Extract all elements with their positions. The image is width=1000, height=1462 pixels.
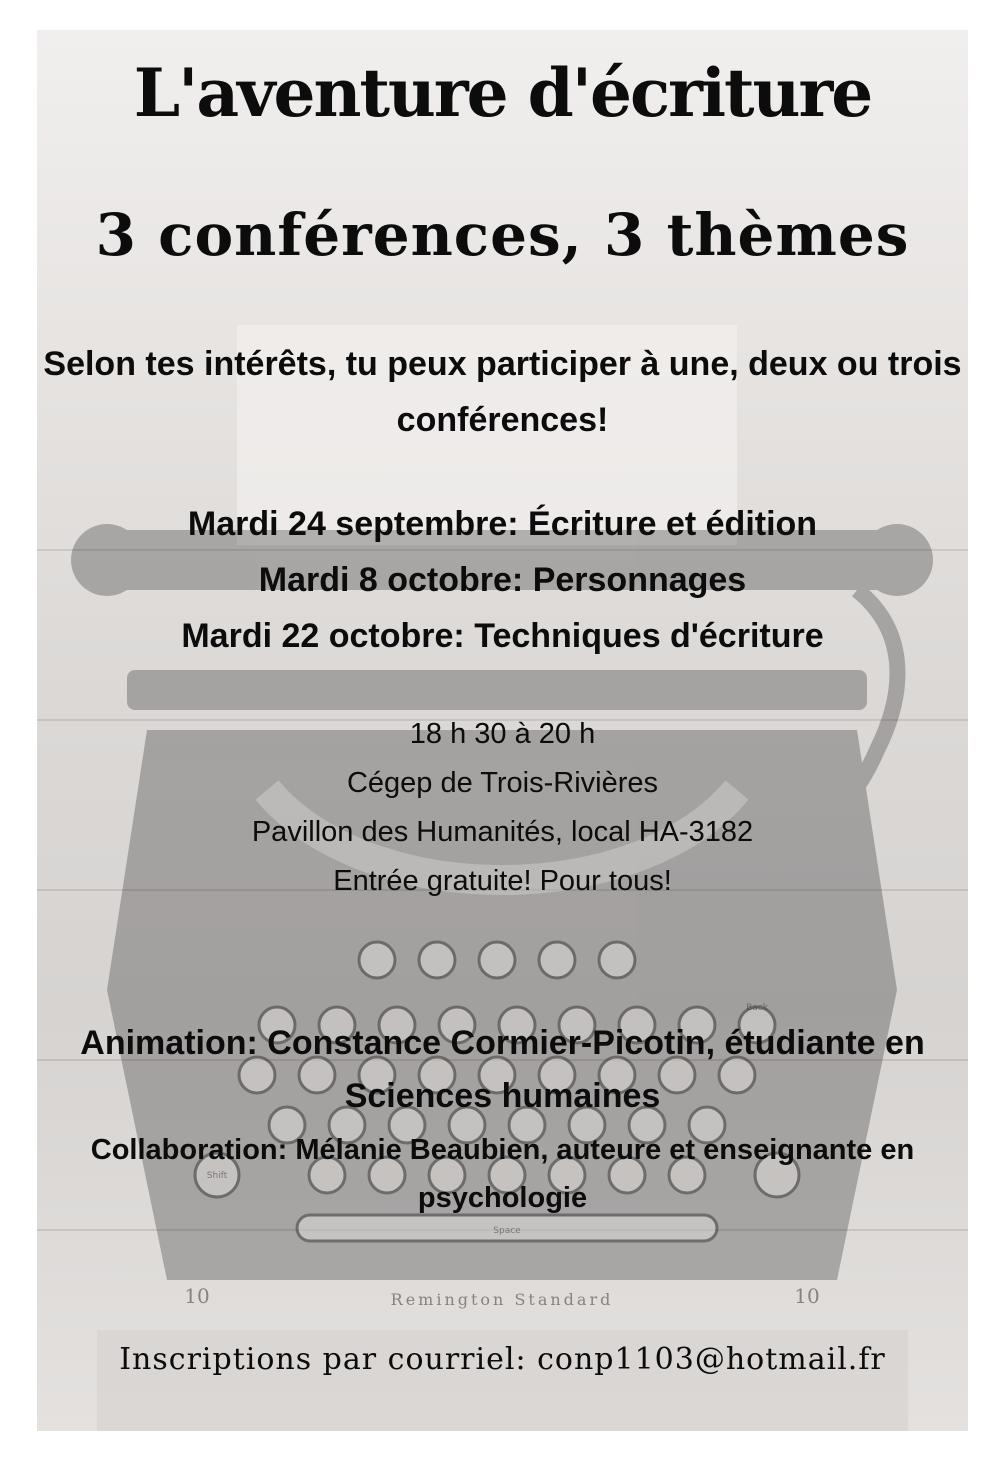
brand-plate: Remington Standard [390, 1290, 614, 1309]
schedule-item: Mardi 22 octobre: Techniques d'écriture [181, 617, 824, 655]
schedule-item: Mardi 24 septembre: Écriture et édition [187, 505, 818, 543]
event-details [37, 710, 968, 906]
intro-text: Selon tes intérêts, tu peux participer à une, deux ou trois conférences! [43, 345, 962, 439]
animation-text: : Constance Cormier-Picotin, étudiante en Sciences humaines [246, 1024, 925, 1115]
event-time: 18 h 30 à 20 h [409, 718, 596, 750]
shift-key-label: Shift [206, 1171, 228, 1181]
model-number-left: 10 [184, 1284, 210, 1308]
model-number-right: 10 [794, 1284, 820, 1308]
schedule-list [37, 496, 968, 664]
back-key-label: Back [746, 1003, 768, 1013]
animation-credit [37, 1017, 968, 1123]
poster [37, 30, 968, 1431]
collaboration-credit: Collaboration: Mélanie Beaubien, auteure et enseignante en psychologie [90, 1134, 915, 1214]
space-key-label: Space [493, 1226, 521, 1236]
event-admission: Entrée gratuite! Pour tous! [333, 865, 672, 897]
event-place: Cégep de Trois-Rivières [346, 767, 659, 799]
event-room: Pavillon des Humanités, local HA-3182 [251, 816, 754, 848]
schedule-item: Mardi 8 octobre: Personnages [258, 561, 747, 599]
contact-email[interactable]: Inscriptions par courriel: conp1103@hotmail.fr [119, 1342, 886, 1377]
poster-title: L'aventure d'écriture [133, 54, 872, 132]
poster-subtitle: 3 conférences, 3 thèmes [95, 201, 910, 269]
animation-label: Animation [80, 1024, 247, 1062]
